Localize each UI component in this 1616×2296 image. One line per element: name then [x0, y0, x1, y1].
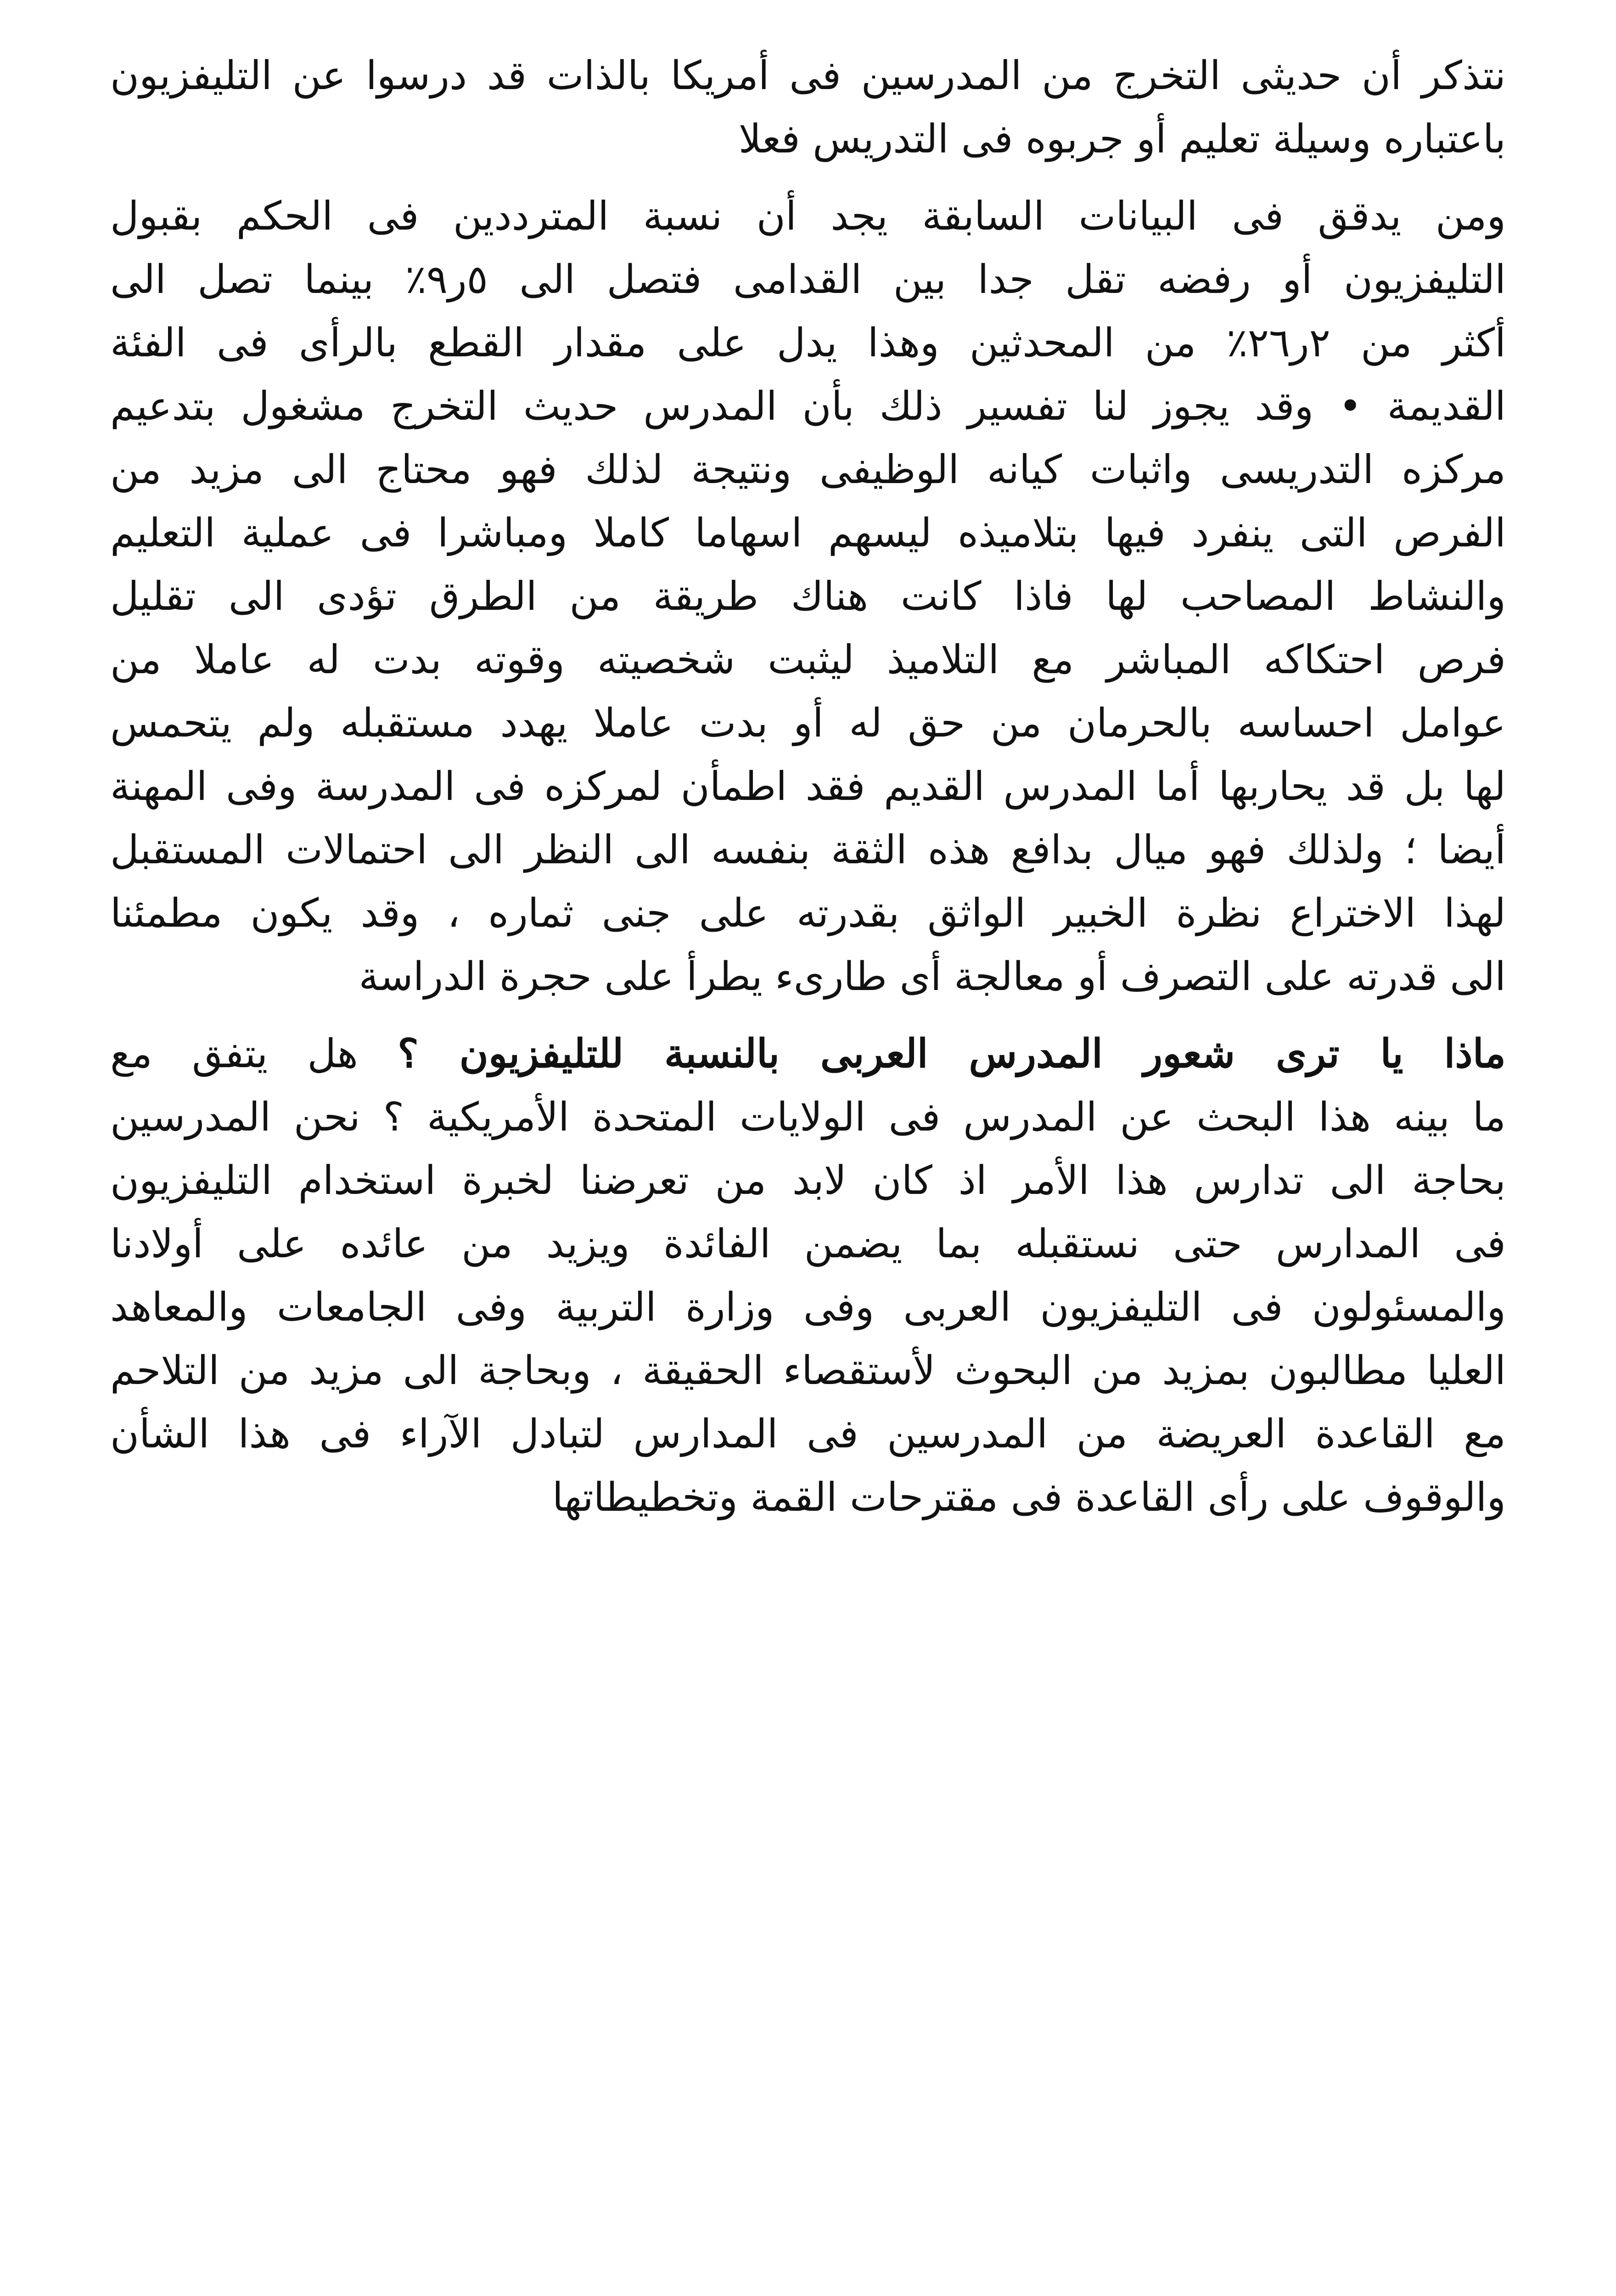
text-line: ما بينه هذا البحث عن المدرس فى الولايات المتحدة الأمريكية ؟ نحن المدرسين — [110, 1094, 1506, 1140]
text-line: لهذا الاختراع نظرة الخبير الواثق بقدرته على جنى ثماره ، وقد يكون مطمئنا — [110, 890, 1506, 936]
text-line: والمسئولون فى التليفزيون العربى وفى وزارة التربية وفى الجامعات والمعاهد — [110, 1284, 1506, 1330]
paragraph-1 — [110, 44, 1506, 171]
paragraph-spacer — [110, 1008, 1506, 1022]
text-line: بحاجة الى تدارس هذا الأمر اذ كان لابد من تعرضنا لخبرة استخدام التليفزيون — [110, 1158, 1506, 1204]
text-line: فى المدارس حتى نستقبله بما يضمن الفائدة ويزيد من عائده على أولادنا — [110, 1221, 1506, 1267]
text-line — [110, 1022, 1506, 1086]
text-line: الفرص التى ينفرد فيها بتلاميذه ليسهم اسهاما كاملا ومباشرا فى عملية التعليم — [110, 510, 1506, 556]
text-line: فرص احتكاكه المباشر مع التلاميذ ليثبت شخصيته وقوته بدت له عاملا من — [110, 637, 1506, 683]
text-line: التليفزيون أو رفضه تقل جدا بين القدامى فتصل الى ٥ر٩٪ بينما تصل الى — [110, 257, 1506, 303]
text-line: لها بل قد يحاربها أما المدرس القديم فقد اطمأن لمركزه فى المدرسة وفى المهنة — [110, 764, 1506, 810]
question-heading: ماذا يا ترى شعور المدرس العربى بالنسبة للتليفزيون ؟ — [398, 1030, 1506, 1077]
text-line: مع القاعدة العريضة من المدرسين فى المدارس لتبادل الآراء فى هذا الشأن — [110, 1411, 1506, 1457]
text-line: مركزه التدريسى واثبات كيانه الوظيفى ونتيجة لذلك فهو محتاج الى مزيد من — [110, 447, 1506, 493]
text-line: القديمة • وقد يجوز لنا تفسير ذلك بأن المدرس حديث التخرج مشغول بتدعيم — [110, 383, 1506, 429]
text-line: عوامل احساسه بالحرمان من حق له أو بدت عاملا يهدد مستقبله ولم يتحمس — [110, 700, 1506, 746]
text-line: أكثر من ٢ر٢٦٪ من المحدثين وهذا يدل على مقدار القطع بالرأى فى الفئة — [110, 320, 1506, 366]
text-line: أيضا ؛ ولذلك فهو ميال بدافع هذه الثقة بنفسه الى النظر الى احتمالات المستقبل — [110, 827, 1506, 873]
paragraph-spacer — [110, 171, 1506, 185]
text-line: ومن يدقق فى البيانات السابقة يجد أن نسبة المترددين فى الحكم بقبول — [110, 193, 1506, 239]
question-continuation: هل يتفق مع — [110, 1031, 398, 1077]
text-line: العليا مطالبون بمزيد من البحوث لأستقصاء الحقيقة ، وبحاجة الى مزيد من التلاحم — [110, 1348, 1506, 1394]
text-line: نتذكر أن حديثى التخرج من المدرسين فى أمريكا بالذات قد درسوا عن التليفزيون — [110, 53, 1506, 99]
text-line: والنشاط المصاحب لها فاذا كانت هناك طريقة من الطرق تؤدى الى تقليل — [110, 574, 1506, 619]
text-line: والوقوف على رأى القاعدة فى مقترحات القمة وتخطيطاتها — [552, 1474, 1506, 1520]
paragraph-3 — [110, 1022, 1506, 1529]
paragraph-2 — [110, 185, 1506, 1008]
text-line: باعتباره وسيلة تعليم أو جربوه فى التدريس فعلا — [738, 116, 1506, 162]
body-text — [110, 44, 1506, 1529]
text-line: الى قدرته على التصرف أو معالجة أى طارىء يطرأ على حجرة الدراسة — [359, 954, 1506, 1000]
